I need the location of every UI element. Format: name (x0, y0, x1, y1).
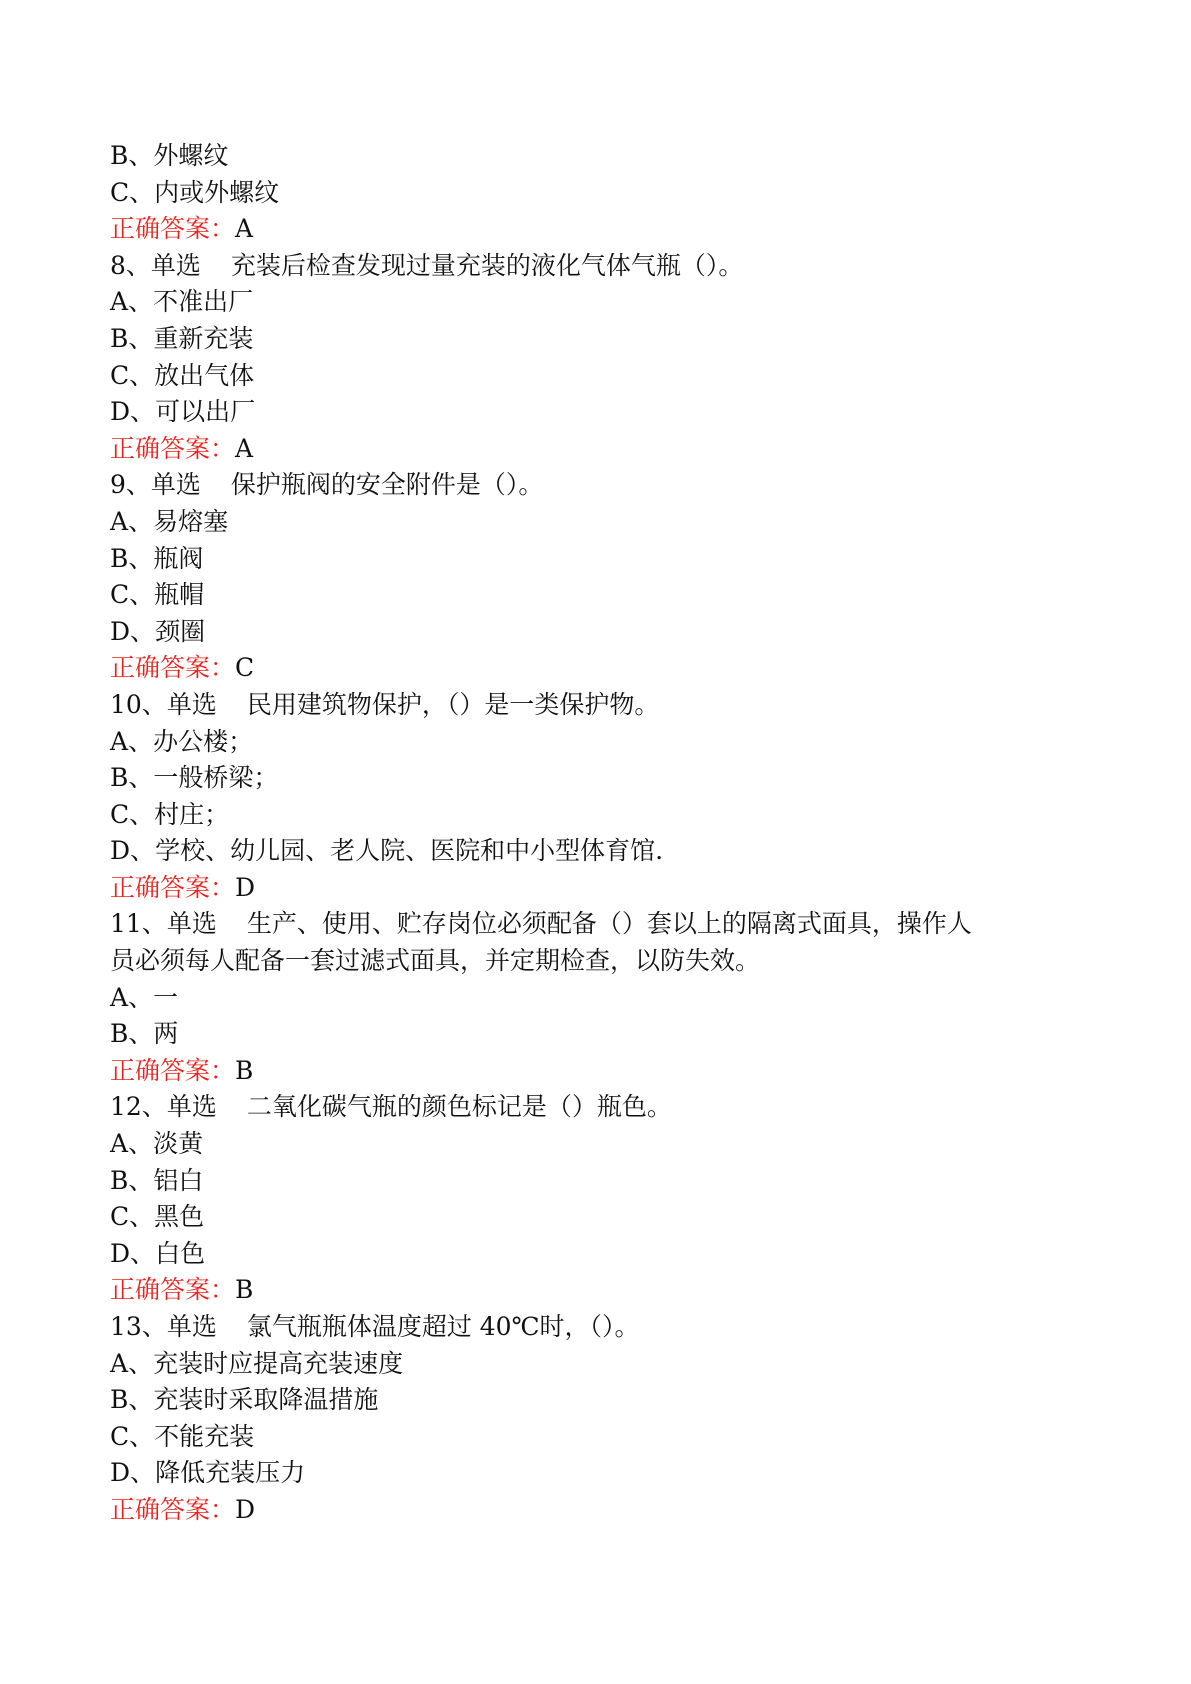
option-line: B、一般桥梁； (110, 763, 279, 793)
option-line: A、一 (110, 982, 179, 1012)
option-line: D、白色 (110, 1238, 206, 1268)
answer-value: A (235, 433, 254, 463)
option-line: B、外螺纹 (110, 141, 229, 170)
option-line: A、办公楼； (110, 726, 254, 756)
answer-label: 正确答案： (110, 872, 236, 902)
answer-value: B (235, 1055, 254, 1085)
answer-value: D (235, 872, 256, 902)
answer-value: D (235, 1494, 256, 1524)
option-line: D、学校、幼儿园、老人院、医院和中小型体育馆. (110, 836, 664, 866)
question-stem: 10、单选 民用建筑物保护，（）是一类保护物。 (110, 689, 660, 719)
option-line: B、铝白 (110, 1165, 204, 1195)
answer-label: 正确答案： (110, 1055, 236, 1085)
answer-label: 正确答案： (110, 653, 236, 683)
answer-line (110, 1053, 1090, 1090)
option-line: B、两 (110, 1019, 179, 1049)
option-line: B、充装时采取降温措施 (110, 1385, 379, 1415)
option-line: B、重新充装 (110, 323, 254, 353)
answer-line (110, 1492, 1090, 1529)
option-line: A、淡黄 (110, 1129, 204, 1159)
exam-page (110, 138, 1090, 1529)
option-line: D、颈圈 (110, 616, 206, 646)
option-line: C、瓶帽 (110, 580, 205, 610)
answer-line (110, 211, 1090, 248)
answer-line (110, 870, 1090, 907)
answer-label: 正确答案： (110, 1275, 236, 1305)
answer-label: 正确答案： (110, 433, 236, 463)
question-stem: 11、单选 生产、使用、贮存岗位必须配备（）套以上的隔离式面具，操作人 (110, 909, 972, 939)
answer-label: 正确答案： (110, 1494, 236, 1524)
option-line: B、瓶阀 (110, 543, 204, 573)
option-line: A、不准出厂 (110, 287, 254, 317)
option-line: C、不能充装 (110, 1421, 255, 1451)
question-stem: 9、单选 保护瓶阀的安全附件是（）。 (110, 470, 544, 500)
option-line: C、放出气体 (110, 360, 255, 390)
option-line: C、内或外螺纹 (110, 177, 280, 207)
question-stem: 12、单选 二氧化碳气瓶的颜色标记是（）瓶色。 (110, 1092, 672, 1122)
option-line: C、黑色 (110, 1202, 205, 1232)
answer-line (110, 1272, 1090, 1309)
option-line: D、降低充装压力 (110, 1458, 306, 1488)
option-line: C、村庄； (110, 799, 230, 829)
answer-label: 正确答案： (110, 214, 236, 244)
answer-value: A (235, 214, 254, 244)
option-line: A、易熔塞 (110, 506, 229, 536)
option-line: D、可以出厂 (110, 397, 256, 427)
question-stem: 13、单选 氯气瓶瓶体温度超过 40℃时，（）。 (110, 1312, 640, 1341)
answer-line (110, 650, 1090, 687)
option-line: A、充装时应提高充装速度 (110, 1348, 404, 1378)
question-stem-continued: 员必须每人配备一套过滤式面具，并定期检查，以防失效。 (110, 946, 761, 976)
answer-value: C (235, 653, 255, 683)
question-stem: 8、单选 充装后检查发现过量充装的液化气体气瓶（）。 (110, 250, 744, 280)
answer-value: B (235, 1275, 254, 1305)
answer-line (110, 431, 1090, 468)
